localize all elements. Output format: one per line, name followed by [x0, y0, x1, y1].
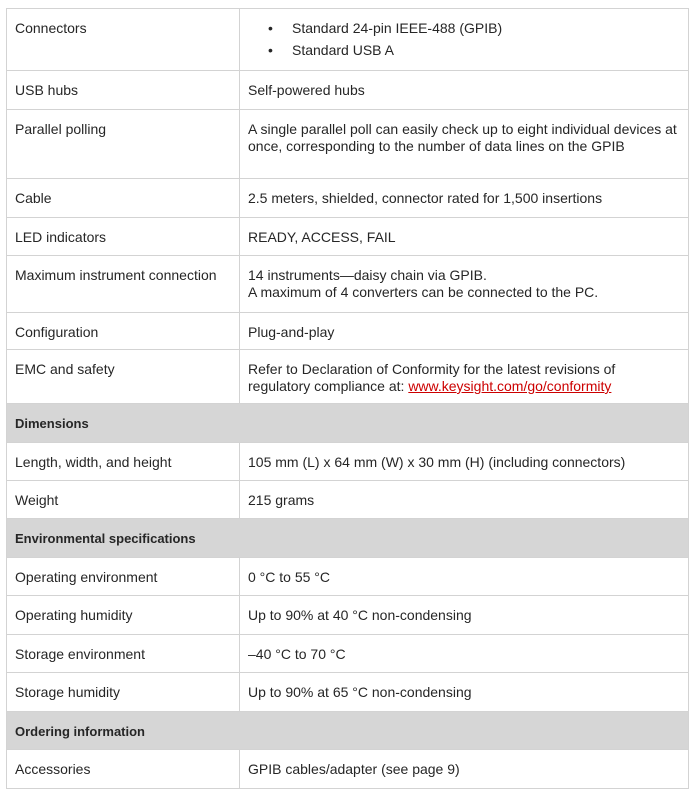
spec-value-cell: [240, 313, 689, 350]
spec-label: LED indicators: [15, 229, 107, 245]
spec-value-cell: [240, 256, 689, 313]
spec-label: Connectors: [15, 20, 87, 36]
spec-label-cell: [7, 313, 240, 350]
spec-label-cell: [7, 110, 240, 179]
spec-label: Operating humidity: [15, 607, 133, 623]
spec-value-cell: [240, 750, 689, 789]
spec-value: Plug-and-play: [248, 324, 335, 340]
section-header: [7, 712, 689, 750]
spec-value-cell: [240, 443, 689, 481]
section-header: [7, 519, 689, 558]
section-header-row: [7, 404, 689, 443]
spec-label: EMC and safety: [15, 361, 115, 377]
spec-value-cell: [240, 673, 689, 712]
table-row: [7, 71, 689, 110]
section-title: Ordering information: [15, 724, 145, 739]
spec-table: [6, 8, 689, 789]
spec-value: Up to 90% at 40 °C non-condensing: [248, 607, 472, 623]
section-header: [7, 404, 689, 443]
table-row: [7, 350, 689, 404]
spec-value: –40 °C to 70 °C: [248, 646, 346, 662]
spec-value-cell: [240, 110, 689, 179]
spec-value-cell: [240, 9, 689, 71]
spec-value-cell: [240, 350, 689, 404]
spec-value: 0 °C to 55 °C: [248, 569, 331, 585]
spec-value-cell: [240, 558, 689, 596]
table-row: [7, 218, 689, 256]
table-row: [7, 750, 689, 789]
spec-label: Storage humidity: [15, 684, 121, 700]
spec-value: A single parallel poll can easily check up to eight individual devices at once, corresponding to the number of data lines on the GPIB: [248, 121, 677, 154]
spec-value-cell: [240, 481, 689, 519]
table-row: [7, 313, 689, 350]
spec-value: 215 grams: [248, 492, 315, 508]
table-row: [7, 673, 689, 712]
spec-value: Refer to Declaration of Conformity for the latest revisions of regulatory compliance at:: [248, 361, 616, 394]
table-row: [7, 110, 689, 179]
spec-label-cell: [7, 558, 240, 596]
list-item: • Standard USB A: [292, 39, 688, 61]
spec-label: Maximum instrument connection: [15, 267, 217, 283]
spec-value: READY, ACCESS, FAIL: [248, 229, 396, 245]
table-row: [7, 443, 689, 481]
spec-label: Cable: [15, 190, 52, 206]
spec-label-cell: [7, 218, 240, 256]
section-header-row: [7, 712, 689, 750]
spec-label-cell: [7, 481, 240, 519]
spec-value-cell: [240, 179, 689, 218]
spec-label: Operating environment: [15, 569, 158, 585]
spec-value: 105 mm (L) x 64 mm (W) x 30 mm (H) (including connectors): [248, 454, 626, 470]
spec-label-cell: [7, 350, 240, 404]
table-row: [7, 596, 689, 635]
section-title: Environmental specifications: [15, 531, 196, 546]
table-row: [7, 481, 689, 519]
table-row: [7, 9, 689, 71]
spec-value: 2.5 meters, shielded, connector rated for 1,500 insertions: [248, 190, 603, 206]
spec-value: Self-powered hubs: [248, 82, 365, 98]
spec-label-cell: [7, 443, 240, 481]
table-row: [7, 635, 689, 673]
spec-label-cell: [7, 71, 240, 110]
connector-list: [240, 17, 688, 61]
conformity-link[interactable]: www.keysight.com/go/conformity: [408, 378, 612, 394]
spec-label: Parallel polling: [15, 121, 107, 137]
spec-value: GPIB cables/adapter (see page 9): [248, 761, 460, 777]
table-row: [7, 558, 689, 596]
spec-label: Length, width, and height: [15, 454, 172, 470]
spec-value: Up to 90% at 65 °C non-condensing: [248, 684, 472, 700]
spec-label: Configuration: [15, 324, 99, 340]
spec-label-cell: [7, 750, 240, 789]
spec-value-line: 14 instruments—daisy chain via GPIB.: [248, 267, 487, 283]
section-header-row: [7, 519, 689, 558]
spec-label: USB hubs: [15, 82, 79, 98]
spec-label-cell: [7, 179, 240, 218]
spec-label-cell: [7, 673, 240, 712]
table-row: [7, 256, 689, 313]
spec-label: Storage environment: [15, 646, 145, 662]
list-item: • Standard 24-pin IEEE-488 (GPIB): [292, 17, 688, 39]
spec-value-cell: [240, 218, 689, 256]
spec-label-cell: [7, 256, 240, 313]
spec-value-cell: [240, 635, 689, 673]
spec-value-cell: [240, 71, 689, 110]
spec-label-cell: [7, 596, 240, 635]
spec-value-line: A maximum of 4 converters can be connected to the PC.: [248, 284, 599, 300]
spec-label: Accessories: [15, 761, 91, 777]
spec-label-cell: [7, 9, 240, 71]
spec-label-cell: [7, 635, 240, 673]
section-title: Dimensions: [15, 416, 89, 431]
spec-label: Weight: [15, 492, 59, 508]
table-row: [7, 179, 689, 218]
spec-value-cell: [240, 596, 689, 635]
